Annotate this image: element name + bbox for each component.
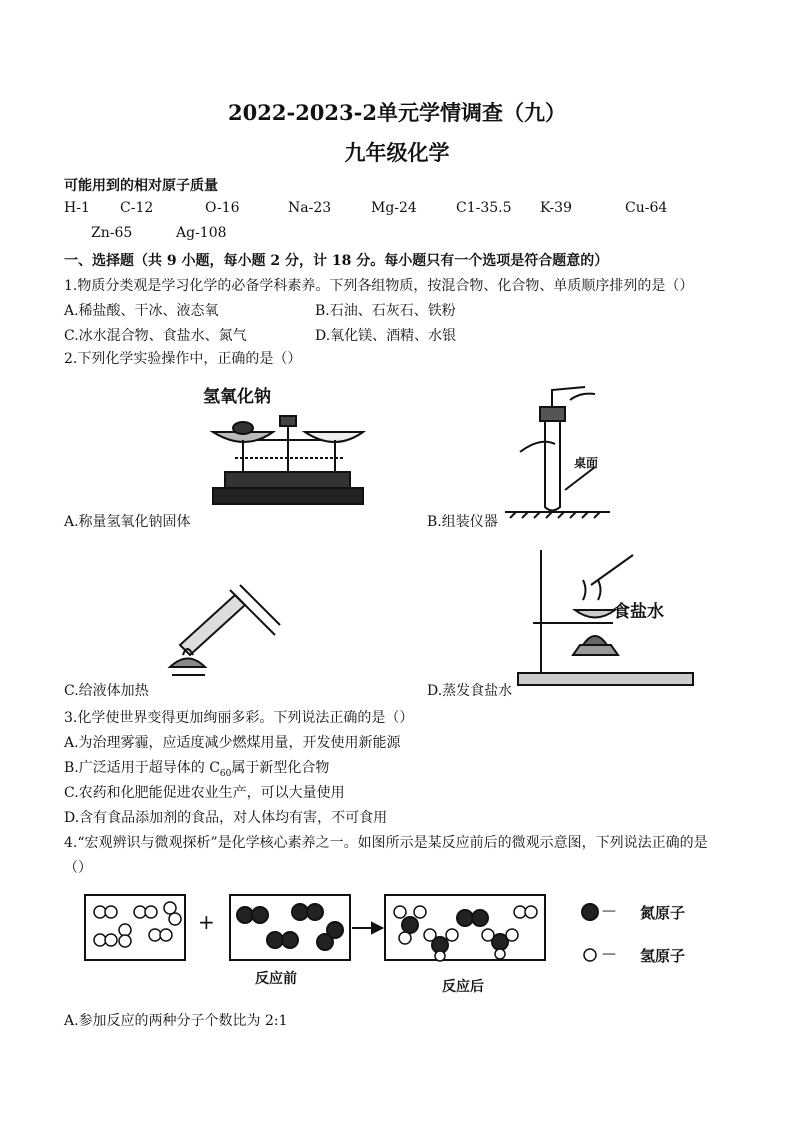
question-4-stem: 4.“宏观辨识与微观探析”是化学核心素养之一。如图所示是某反应前后的微观示意图，下列说法正确的是 bbox=[64, 835, 708, 851]
atomic-mass-item: Zn-65 bbox=[91, 225, 133, 241]
q1-option-a[interactable]: A.稀盐酸、干冰、液态氧 bbox=[64, 303, 219, 319]
figure-assemble-apparatus bbox=[500, 382, 615, 522]
atomic-mass-item: H-1 bbox=[64, 200, 90, 216]
atomic-mass-item: K-39 bbox=[540, 200, 572, 216]
legend-dash: — bbox=[602, 946, 616, 962]
q1-option-c[interactable]: C.冰水混合物、食盐水、氮气 bbox=[64, 328, 247, 344]
plus-sign: + bbox=[198, 910, 215, 934]
q3-option-c[interactable]: C.农药和化肥能促进农业生产，可以大量使用 bbox=[64, 785, 345, 801]
q3-option-b-text-end: 属于新型化合物 bbox=[231, 760, 330, 776]
q4-option-a[interactable]: A.参加反应的两种分子个数比为 2:1 bbox=[64, 1013, 288, 1029]
atomic-mass-item: C-12 bbox=[120, 200, 154, 216]
label-after-reaction: 反应后 bbox=[442, 979, 484, 995]
question-4-stem-end: （） bbox=[64, 860, 92, 876]
q2-option-b[interactable]: B.组装仪器 bbox=[427, 514, 498, 530]
molecular-diagram bbox=[80, 890, 730, 995]
figure-evaporate-salt-water bbox=[513, 545, 703, 695]
question-2-stem: 2.下列化学实验操作中，正确的是（） bbox=[64, 351, 302, 367]
evaporation-image bbox=[513, 545, 703, 695]
figure-balance-scale bbox=[195, 380, 380, 515]
legend-nitrogen-atom: 氮原子 bbox=[640, 904, 686, 922]
question-3-stem: 3.化学使世界变得更加绚丽多彩。下列说法正确的是（） bbox=[64, 710, 414, 726]
page-title: 2022-2023-2单元学情调查（九） bbox=[228, 100, 566, 125]
q2-option-d[interactable]: D.蒸发食盐水 bbox=[427, 683, 513, 699]
atomic-mass-item: Cu-64 bbox=[625, 200, 668, 216]
atomic-mass-label: 可能用到的相对原子质量 bbox=[64, 178, 218, 194]
atomic-mass-item: Mg-24 bbox=[371, 200, 417, 216]
reaction-diagram bbox=[80, 890, 730, 995]
c60-subscript: 60 bbox=[219, 768, 232, 779]
atomic-mass-item: Na-23 bbox=[288, 200, 332, 216]
figure-heating-liquid bbox=[150, 575, 285, 685]
figure-label-naoh: 氢氧化钠 bbox=[203, 387, 271, 407]
heating-liquid-image bbox=[150, 575, 285, 685]
q3-option-b-text: B.广泛适用于超导体的 C bbox=[64, 760, 220, 776]
atomic-mass-item: O-16 bbox=[205, 200, 240, 216]
legend-dash: — bbox=[602, 903, 616, 919]
label-before-reaction: 反应前 bbox=[255, 971, 297, 987]
q3-option-a[interactable]: A.为治理雾霾，应适度减少燃煤用量，开发使用新能源 bbox=[64, 735, 401, 751]
figure-label-desktop: 桌面 bbox=[574, 456, 599, 470]
q3-option-d[interactable]: D.含有食品添加剂的食品，对人体均有害，不可食用 bbox=[64, 810, 388, 826]
apparatus-image bbox=[500, 382, 615, 522]
q1-option-b[interactable]: B.石油、石灰石、铁粉 bbox=[315, 303, 456, 319]
page-subtitle: 九年级化学 bbox=[344, 140, 450, 165]
q3-option-b[interactable] bbox=[64, 757, 329, 779]
q2-option-c[interactable]: C.给液体加热 bbox=[64, 683, 149, 699]
atomic-mass-item: C1-35.5 bbox=[456, 200, 512, 216]
q2-option-a[interactable]: A.称量氢氧化钠固体 bbox=[64, 514, 191, 530]
question-1-stem: 1.物质分类观是学习化学的必备学科素养。下列各组物质，按混合物、化合物、单质顺序排列的是（） bbox=[64, 278, 694, 294]
q1-option-d[interactable]: D.氧化镁、酒精、水银 bbox=[315, 328, 457, 344]
legend-hydrogen-atom: 氢原子 bbox=[640, 947, 686, 965]
atomic-mass-item: Ag-108 bbox=[176, 225, 227, 241]
section-heading: 一、选择题（共 9 小题，每小题 2 分，计 18 分。每小题只有一个选项是符合题意的） bbox=[64, 253, 609, 269]
figure-label-salt-water: 食盐水 bbox=[613, 602, 664, 622]
